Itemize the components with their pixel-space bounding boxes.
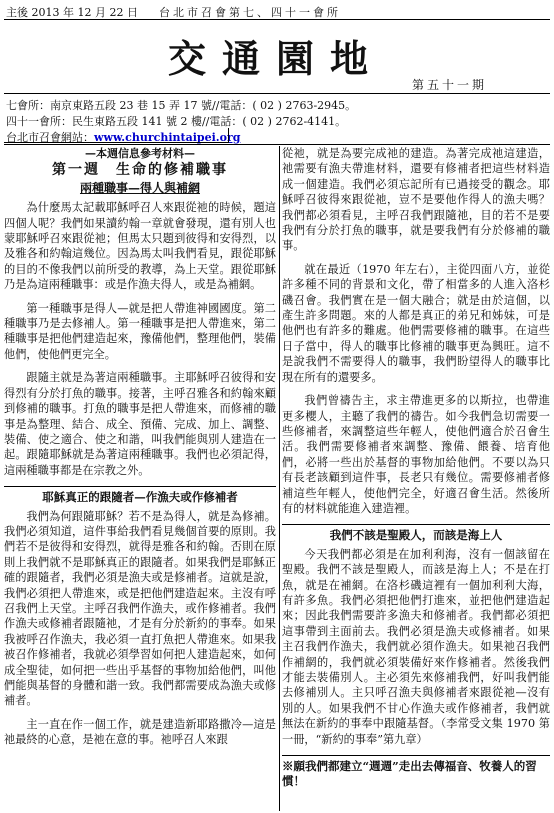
section-heading: 耶穌真正的跟隨者—作漁夫或作修補者 [42,490,238,505]
section-rule [282,755,550,756]
reference-kicker: —本週信息參考材料— [85,147,195,160]
website-box [4,128,229,143]
church-name: 台北市召會第七、四十一會所 [159,6,341,19]
paragraph: 為什麼馬太記載耶穌呼召人來跟從祂的時候，題這四個人呢？我們如果讀約翰一章就會發現，還有別人也蒙耶穌呼召來跟從祂；但馬太只題到彼得和安得烈，以及雅各和約翰這幾位。因為馬太叫我們看見，跟從耶穌的目的不像我們以前所受的教導，為上天堂。跟從耶穌乃是為這兩種職事：或是作漁夫得人，或是為補網。 [4,201,276,292]
header-top [4,2,550,20]
paragraph: 我們曾禱告主，求主帶進更多的以斯拉，也帶進更多櫻人，主聽了我們的禱告。如今我們急切需要一些修補者，來調整這些年輕人，使他們適合於召會生活。我們需要修補者來調整、豫備、餵養、培育他們，必將一些出於基督的事物加給他們。不要以為只有長老該顧到這件事，長老只有幾位。需要修補者修補這些年輕人，使他們完全，好適召會生活。然後所有的材料就能進入建造裡。 [282,394,550,515]
address-line-7: 七會所：南京東路五段 23 巷 15 弄 17 號//電話：( 02 ) 2763-2945。 [6,99,357,112]
address-line-41: 四十一會所：民生東路五段 141 號 2 樓//電話：( 02 ) 2762-4141。 [6,115,347,128]
column-divider [279,146,280,811]
right-column [282,146,550,790]
website-label: 台北市召會網站： [6,131,94,144]
paragraph: 第一種職事是得人—就是把人帶進神國國度。第二種職事乃是去修補人。第一種職事是把人帶進來，第二種職事是把他們建造起來，豫備他們，整理他們，裝備他們，使他們更完全。 [4,301,276,361]
website-link[interactable]: www.churchintaipei.org [94,131,241,144]
section-subtitle: 兩種職事—得人與補網 [79,180,200,195]
paragraph: 跟隨主就是為著這兩種職事。主耶穌呼召彼得和安得烈有分於打魚的職事。接著，主呼召雅各和約翰來顧到修補的職事。打魚的職事是把人帶進來，而修補的職事是為整理、結合、成全、預備、完成、加上、調整、裝備、使之適合、使之和諧，叫我們能與別人建造在一起。跟隨耶穌就是為著這兩種職事。我們也必須記得，這兩種職事都是在宗教之外。 [4,371,276,477]
paragraph: 就在最近（1970 年左右），主從四面八方，並從許多種不同的背景和文化，帶了相當多的人進入洛杉磯召會。我們實在是一個大融合；就是由於這個，以產生許多問題。來的人都是真正的弟兄和姊妹，可是他們也有許多的難處。他們需要修補的職事。在這些日子當中，得人的職事比修補的職事更為興旺。這不是說我們不需要得人的職事，我們盼望得人的職事比現在所有的還要多。 [282,262,550,384]
address-rule [4,144,550,145]
newsletter-title: 交通園地 [168,36,385,81]
paragraph: 主一直在作一個工作，就是建造新耶路撒冷—這是祂最終的心意，是祂在意的事。祂呼召人來跟 [4,717,276,747]
left-column [4,146,276,756]
title-rule [4,93,550,94]
paragraph: 從祂，就是為要完成祂的建造。為著完成祂這建造，祂需要有漁夫帶進材料，還要有修補者把這些材料造成一個建造。我們必須忘記所有已過接受的觀念。耶穌呼召彼得來跟從祂，豈不是要他作得人的漁夫嗎？我們都必須看見，主呼召我們跟隨祂，目的若不是要我們有分於打魚的職事，就是要我們有分於修補的職事。 [282,147,550,253]
paragraph: 今天我們都必須是在加利利海，沒有一個該留在聖殿。我們不該是聖殿人，而該是海上人；不是在打魚，就是在補網。在洛杉磯這裡有一個加利利大海，有許多魚。我們必須把他們打進來，並把他們建造起來；因此我們需要許多漁夫和修補者。我們都必須把這事帶到主面前去。我們必須是漁夫或修補者。如果主召我們作漁夫，我們就必須作漁夫。如果祂召我們作補網的，我們就必須裝備好來作修補者。然後我們才能去裝備別人。主必須先來修補我們，好叫我們能去修補別人。主只呼召漁夫與修補者來跟從祂—沒有別的人。如果我們不甘心作漁夫或作修補者，我們就無法在新約的事奉中跟隨基督。（李常受文集 1970 第一冊，“新約的事奉”第九章） [282,547,550,746]
section-heading: 我們不該是聖殿人，而該是海上人 [329,528,503,543]
issue-date: 主後 2013 年 12 月 22 日 [6,6,138,19]
section-rule [4,486,276,487]
header-rule [4,19,550,20]
paragraph: 我們為何跟隨耶穌？若不是為得人，就是為修補。我們必須知道，這件事給我們看見幾個首要的原則。我們若不是彼得和安得烈，就得是雅各和約翰。否則在原則上我們就不是耶穌真正的跟隨者。如果我們是耶穌正確的跟隨者，我們必須是漁夫或是修補者。這就是說，我們必須把人帶進來，或是把他們建造起來。主沒有呼召我們上天堂。主呼召我們作漁夫，或作修補者。我們作漁夫或修補者跟隨祂，才是有分於新約的事奉。如果我被呼召作漁夫，我必須一直打魚把人帶進來。如果我被召作修補者，我就必須學習如何把人建造起來，如何成全聖徒，如何把一些出乎基督的事物加給他們，叫他們能與基督的身體和諧一致。我們都需要成為漁夫或修補者。 [4,509,276,708]
section-rule [282,524,550,525]
week-title: 第一週 生命的修補職事 [52,162,228,179]
issue-number: 第五十一期 [412,78,488,92]
closing-note: ※願我們都建立“週週”走出去傳福音、牧養人的習慣！ [282,759,537,789]
